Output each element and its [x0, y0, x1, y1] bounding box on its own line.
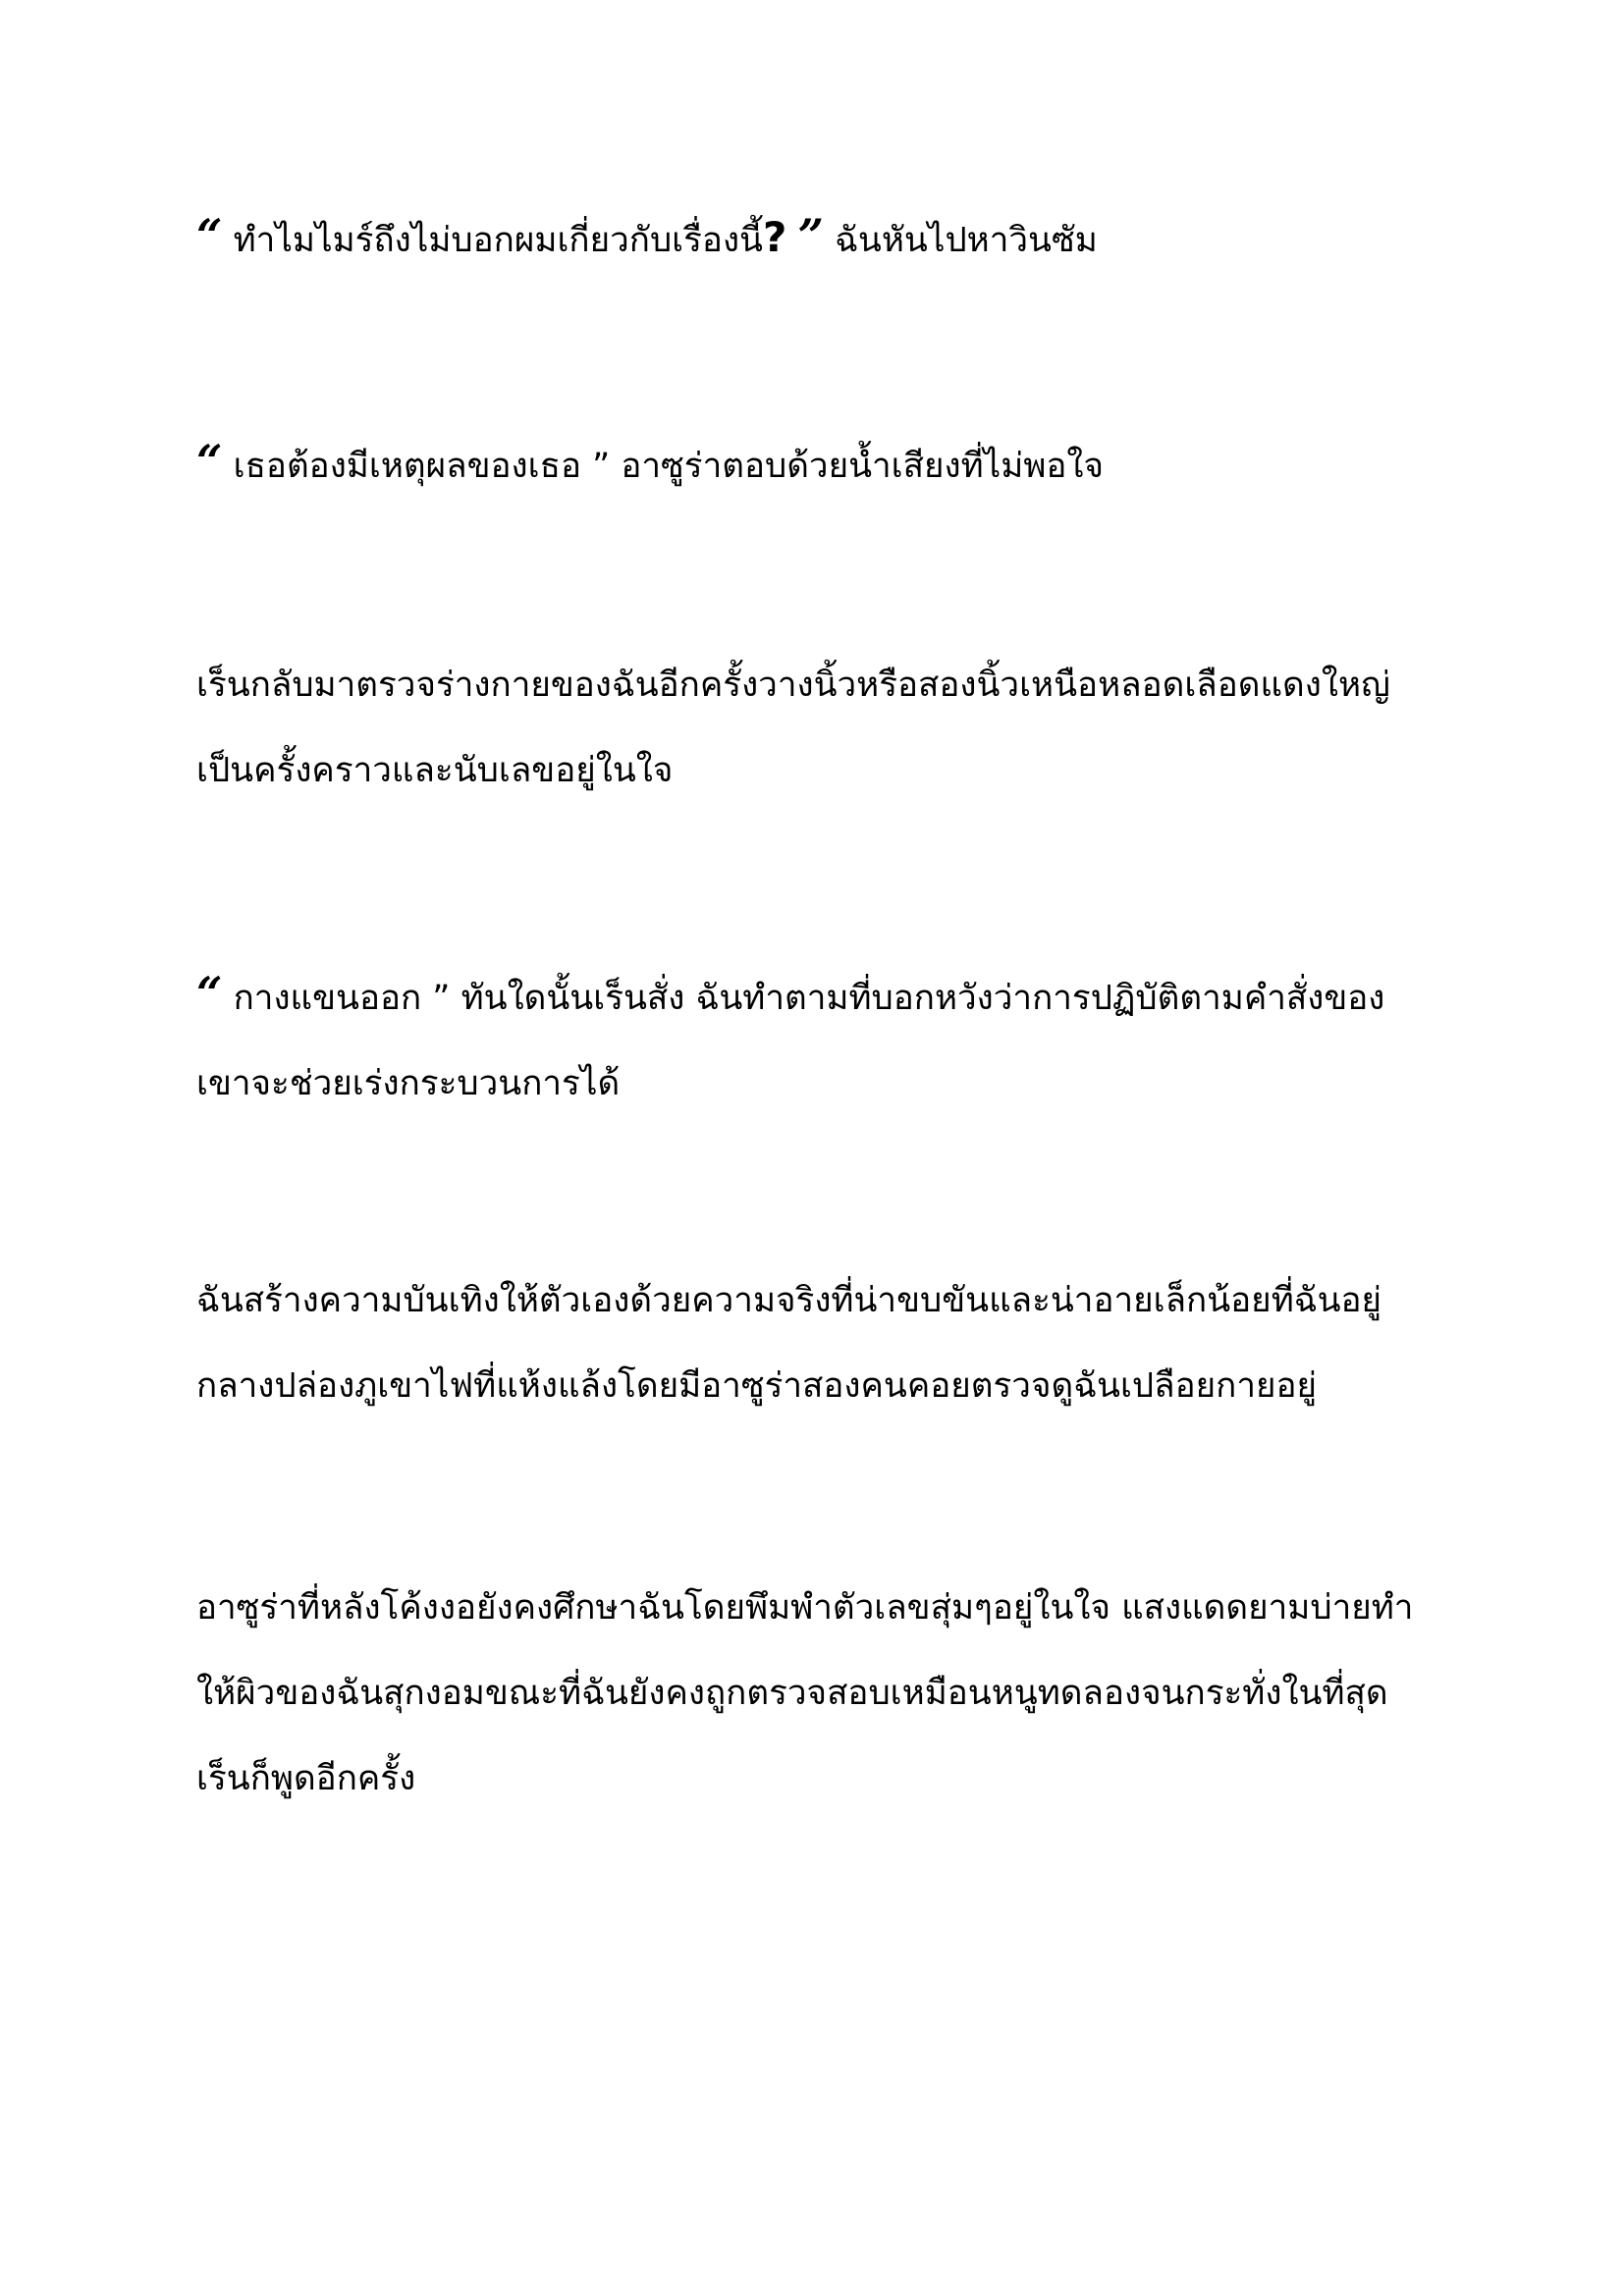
paragraph-5 [196, 1258, 1473, 1429]
paragraph-5-text: ฉันสร้างความบันเทิงให้ตัวเองด้วยความจริงที่น่าขบขันและน่าอายเล็กน้อยที่ฉันอยู่ กลางปล่องภูเขาไฟที่แห้งแล้งโดยมีอาซูร่าสองคนคอยตรวจดูฉันเปลือยกายอยู่ [196, 1281, 1382, 1406]
paragraph-4 [196, 951, 1473, 1127]
paragraph-1-text: ทำไมไมร์ถึงไม่บอกผมเกี่ยวกับเรื่องนี้ [233, 221, 763, 260]
close-quote: ” [797, 209, 824, 262]
question-mark: ? [762, 213, 787, 261]
paragraph-1 [196, 193, 1473, 284]
paragraph-1-after-text: ฉันหันไปหาวินซัม [835, 221, 1098, 260]
paragraph-4-text: กางแขนออก ” ทันใดนั้นเร็นสั่ง ฉันทำตามที่บอกหวังว่าการปฏิบัติตามคำสั่งของ เขาจะช่วยเร่งกระบวนการได้ [196, 979, 1385, 1103]
paragraph-6 [196, 1566, 1473, 1822]
paragraph-6-text: อาซูร่าที่หลังโค้งงอยังคงศึกษาฉันโดยพึมพำตัวเลขสุ่มๆอยู่ในใจ แสงแดดยามบ่ายทำ ให้ผิวของฉันสุกงอมขณะที่ฉันยังคงถูกตรวจสอบเหมือนหนูทดลองจนกระทั่งในที่สุด เร็นก็พูดอีกครั้ง [196, 1588, 1414, 1798]
paragraph-2-text: เธอต้องมีเหตุผลของเธอ ” อาซูร่าตอบด้วยน้ำเสียงที่ไม่พอใจ [233, 447, 1105, 486]
open-quote: “ [196, 435, 223, 488]
open-quote: “ [196, 209, 223, 262]
paragraph-2 [196, 419, 1473, 509]
paragraph-3-text: เร็นกลับมาตรวจร่างกายของฉันอีกครั้งวางนิ้วหรือสองนิ้วเหนือหลอดเลือดแดงใหญ่ เป็นครั้งคราวและนับเลขอยู่ในใจ [196, 666, 1390, 790]
open-quote: “ [196, 967, 223, 1020]
paragraph-3 [196, 643, 1473, 814]
